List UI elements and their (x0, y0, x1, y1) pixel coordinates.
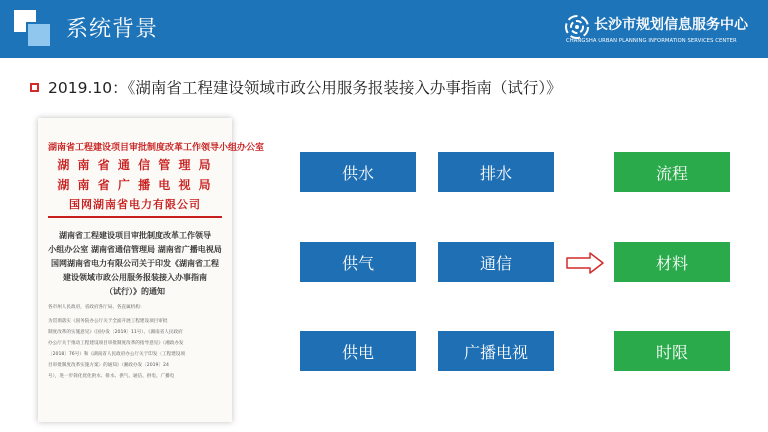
doc-issuer-1: 湖南省工程建设项目审批制度改革工作领导小组办公室 (48, 143, 265, 153)
doc-body-line: 制度改革的实施意见》（国办发〔2019〕11号）、《湖南省人民政府 (48, 330, 183, 335)
doc-title-line: 湖南省工程建设项目审批制度改革工作领导 (59, 230, 211, 240)
square-bullet-icon (30, 83, 39, 92)
outcome-materials: 材料 (614, 242, 730, 282)
document-thumbnail (38, 118, 265, 422)
outcome-time-limit: 时限 (614, 331, 730, 371)
right-arrow-icon (566, 252, 604, 274)
outcome-process: 流程 (614, 152, 730, 192)
doc-title-line: 小组办公室 湖南省通信管理局 湖南省广播电视局 (48, 244, 222, 254)
brand-name-en: CHANGSHA URBAN PLANNING INFORMATION SERVICES CENTER (566, 38, 737, 44)
service-water-supply: 供水 (300, 152, 416, 192)
doc-body-line: 各市州人民政府，省政府各厅局、各直属机构： (48, 305, 145, 310)
doc-title-line: 建设领域市政公用服务报装接入办事指南 (63, 272, 207, 282)
title-logo-icon-overlay (26, 22, 52, 48)
doc-issuer-3: 湖 南 省 广 播 电 视 局 (57, 178, 213, 192)
doc-title-line: 国网湖南省电力有限公司关于印发《湖南省工程 (51, 258, 219, 268)
doc-issuer-4: 国网湖南省电力有限公司 (69, 198, 201, 211)
service-drainage: 排水 (438, 152, 554, 192)
doc-body-line: 办公厅关于推动工程建设项目审批制度改革的指导意见》（湘政办发 (48, 341, 184, 346)
doc-body-line: 〔2018〕76号）和《湖南省人民政府办公厅关于印发〈工程建设项 (48, 352, 185, 357)
service-gas-supply: 供气 (300, 242, 416, 282)
service-broadcasting: 广播电视 (438, 331, 554, 371)
doc-issuer-2: 湖 南 省 通 信 管 理 局 (57, 158, 213, 172)
header-bar (0, 0, 768, 58)
brand-logo (564, 12, 746, 48)
doc-body-line: 目审批制度改革实施方案〉的通知》（湘政办发〔2019〕24 (48, 363, 169, 368)
swirl-logo-icon (564, 14, 590, 40)
doc-red-rule (48, 216, 222, 218)
doc-body-line: 号），进一步简化优化供水、排水、供气、通信、供电、广播电 (48, 374, 175, 379)
brand-name-cn: 长沙市规划信息服务中心 (594, 17, 748, 33)
doc-body-line: 为贯彻落实《国务院办公厅关于全面开展工程建设项目审批 (48, 319, 168, 324)
doc-title-line: （试行）》的通知 (105, 286, 165, 296)
headline-text: 2019.10：《湖南省工程建设领域市政公用服务报装接入办事指南（试行）》 (48, 79, 562, 97)
service-power-supply: 供电 (300, 331, 416, 371)
page-title: 系统背景 (66, 17, 159, 42)
service-telecom: 通信 (438, 242, 554, 282)
